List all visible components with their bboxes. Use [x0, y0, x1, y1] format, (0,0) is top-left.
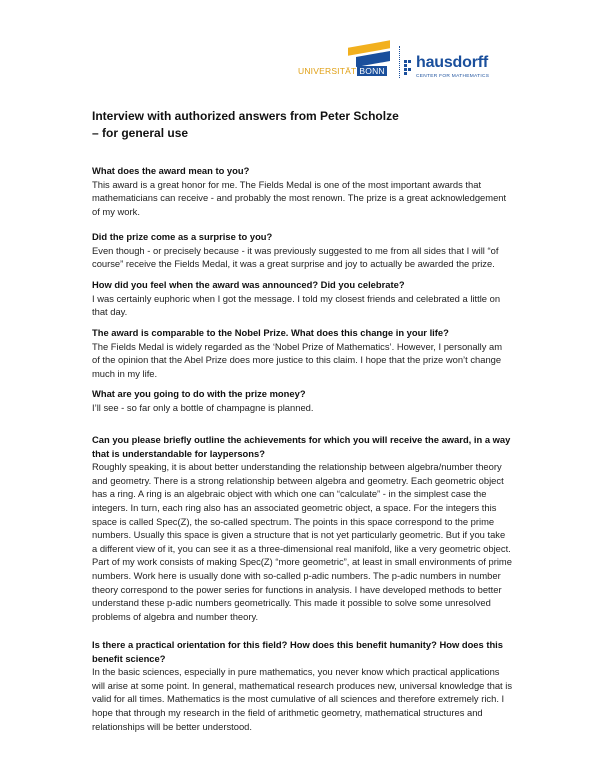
answer: I’ll see - so far only a bottle of champagne is planned. — [92, 401, 314, 413]
answer: In the basic sciences, especially in pure mathematics, you never know which practical applications will arise at some point. In general, mathematical research produces new, universal knowledge that is valid for all times. Mathematics is the most cumulative of all sciences and therefore extremely rich. I hope that through my research in the field of arithmetic geometry, mathematical structures and relationships will be better understood. — [92, 666, 513, 732]
hausdorff-subtitle: CENTER FOR MATHEMATICS — [416, 74, 490, 79]
question: What are you going to do with the prize money? — [92, 388, 306, 399]
qa-section — [92, 387, 512, 414]
qa-section — [92, 326, 512, 380]
hausdorff-center-logo — [404, 56, 514, 84]
qa-section — [92, 164, 512, 218]
hausdorff-mark-icon — [404, 60, 414, 76]
logo-divider — [399, 46, 400, 78]
university-name: UNIVERSITÄT — [298, 66, 357, 76]
document-title — [92, 108, 399, 142]
qa-section — [92, 638, 512, 733]
qa-section — [92, 230, 512, 271]
university-logo-mark — [348, 42, 390, 66]
question: Can you please briefly outline the achievements for which you will receive the award, in a way that is understandable for laypersons? — [92, 434, 511, 459]
question: The award is comparable to the Nobel Prize. What does this change in your life? — [92, 327, 449, 338]
answer: Roughly speaking, it is about better understanding the relationship between algebra/number theory and geometry. There is a strong relationship between algebra and geometry. Each geometric object has a ring. A ring is an algebraic object with which one can “calculate” - in the simplest case the integers. In turn, each ring also has an associated geometric object, a space. For the integers this space is called Spec(Z), the so-called spectrum. The points in this space correspond to the prime numbers. Usually this space is given a structure that is not yet particularly geometric. But if you take a different view of it, you can see it as a three-dimensional real manifold, like a very geometric object. Part of my work consists of making Spec(Z) “more geometric”, at least in small environments of prime numbers. Work here is usually done with so-called p-adic numbers. The p-adic numbers in number theory correspond to the power series for functions in analysis. I have developed methods to better understand these p-adic numbers geometrically. This made it possible to solve some unresolved problems of algebra and number theory. — [92, 461, 512, 622]
question: Is there a practical orientation for this field? How does this benefit humanity? How does this benefit science? — [92, 639, 503, 664]
qa-section — [92, 433, 512, 623]
title-line-1: Interview with authorized answers from Peter Scholze — [92, 109, 399, 123]
answer: I was certainly euphoric when I got the message. I told my closest friends and celebrated a little on that day. — [92, 292, 501, 318]
question: Did the prize come as a surprise to you? — [92, 231, 273, 242]
university-city: BONN — [359, 66, 385, 76]
question: How did you feel when the award was announced? Did you celebrate? — [92, 279, 405, 290]
qa-section — [92, 278, 512, 319]
answer: Even though - or precisely because - it was previously suggested to me from all sides that I will “of course” receive the Fields Medal, it was a great surprise and joy to actually be awarded the prize. — [92, 244, 499, 270]
university-logo-text — [298, 66, 387, 76]
title-line-2: – for general use — [92, 126, 189, 140]
question: What does the award mean to you? — [92, 165, 250, 176]
hausdorff-name: hausdorff — [416, 54, 488, 71]
answer: This award is a great honor for me. The Fields Medal is one of the most important awards that mathematicians can receive - and probably the most renown. The prize is a great acknowledgement of my work. — [92, 178, 507, 217]
answer: The Fields Medal is widely regarded as the ‘Nobel Prize of Mathematics’. However, I personally am of the opinion that the Abel Prize does more justice to this claim. I hope that the prize won’t change much in my life. — [92, 340, 503, 379]
university-bonn-logo — [298, 40, 394, 78]
